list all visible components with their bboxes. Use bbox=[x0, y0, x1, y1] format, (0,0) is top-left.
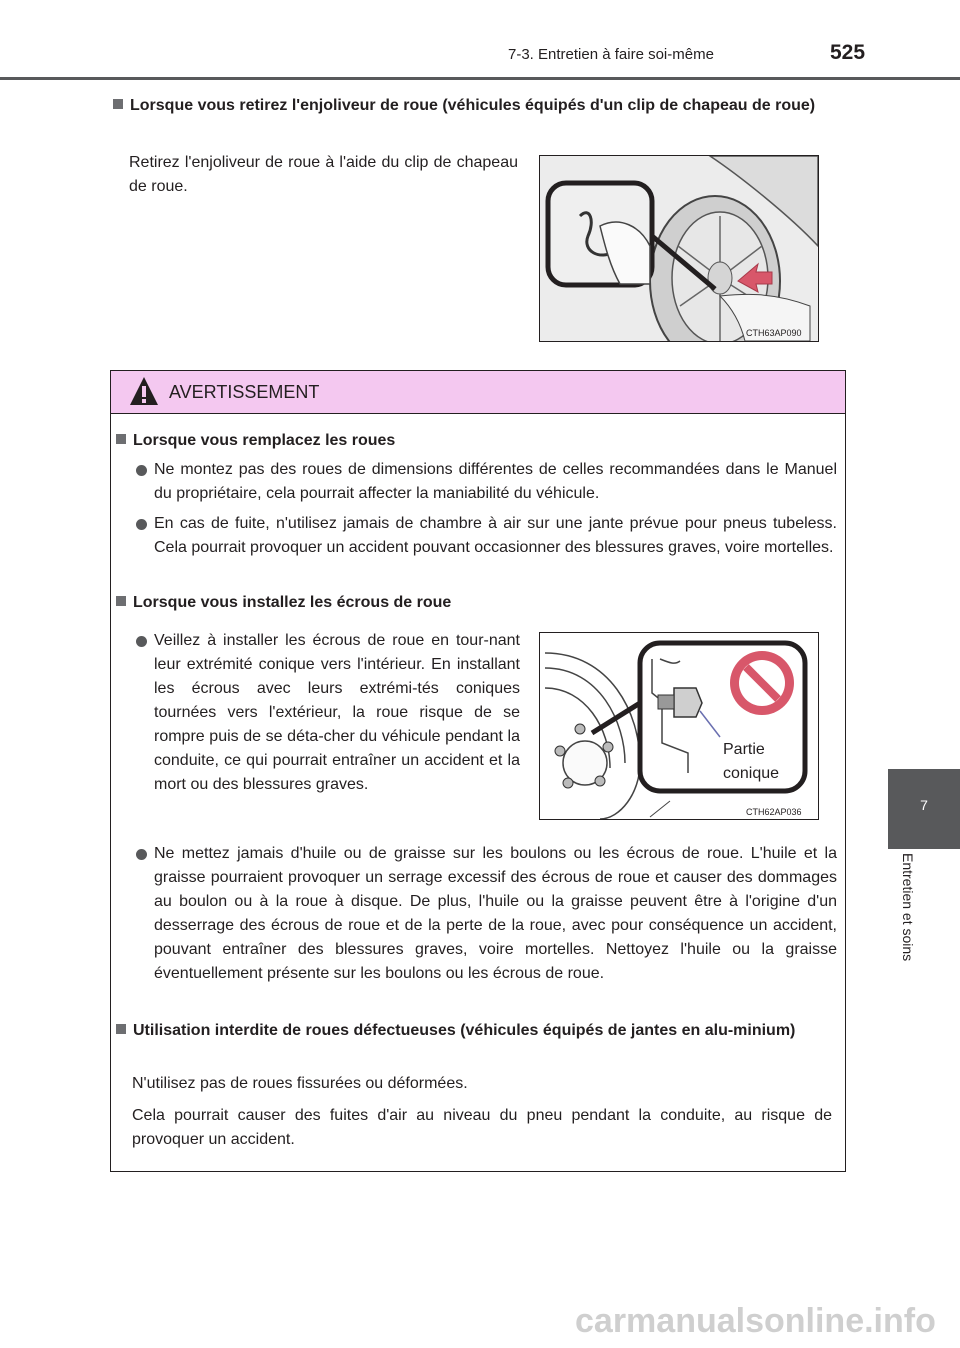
chapter-tab[interactable] bbox=[888, 769, 960, 849]
figure-code: CTH63AP090 bbox=[746, 328, 802, 338]
page-number: 525 bbox=[830, 41, 866, 64]
bullet-icon bbox=[136, 465, 147, 476]
list-item: En cas de fuite, n'utilisez jamais de chambre à air sur une jante prévue pour pneus tubeless. Cela pourrait provoquer un accident pouvant occasionner des blessures graves, voire mortelles. bbox=[154, 515, 837, 556]
bullet-icon bbox=[136, 849, 147, 860]
wheel-nut-figure bbox=[539, 632, 819, 820]
paragraph: Cela pourrait causer des fuites d'air au niveau du pneu pendant la conduite, au risque de provoquer un accident. bbox=[132, 1107, 832, 1148]
warning-title: AVERTISSEMENT bbox=[169, 382, 320, 402]
subsection-heading: Utilisation interdite de roues défectueuses (véhicules équipés de jantes en alu-minium) bbox=[116, 1019, 836, 1043]
section-heading: Lorsque vous retirez l'enjoliveur de roue (véhicules équipés d'un clip de chapeau de roue) bbox=[113, 94, 848, 118]
figure-label-partie: Partie bbox=[723, 741, 765, 758]
section-body: Retirez l'enjoliveur de roue à l'aide du clip de chapeau de roue. bbox=[129, 154, 518, 195]
subsection-heading: Lorsque vous remplacez les roues bbox=[116, 429, 395, 453]
chapter-label: Entretien et soins bbox=[900, 853, 916, 962]
square-bullet-icon bbox=[113, 99, 123, 109]
watermark: carmanualsonline.info bbox=[575, 1302, 936, 1340]
list-item: Veillez à installer les écrous de roue en tour-nant leur extrémité conique vers l'intérieur. En installant les écrous avec leurs extrémi-tés coniques tournées vers l'extérieur, la roue risque de se rompre puis de se déta-cher du véhicule pendant la conduite, ce qui pourrait entraîner un accident et la mort ou des blessures graves. bbox=[154, 632, 520, 793]
square-bullet-icon bbox=[116, 596, 126, 606]
figure-label-conique: conique bbox=[723, 765, 780, 782]
bullet-icon bbox=[136, 519, 147, 530]
square-bullet-icon bbox=[116, 434, 126, 444]
square-bullet-icon bbox=[116, 1024, 126, 1034]
wheel-nut-illustration bbox=[540, 633, 818, 819]
hubcap-removal-figure bbox=[539, 155, 819, 342]
list-item: Ne montez pas des roues de dimensions différentes de celles recommandées dans le Manuel du propriétaire, cela pourrait affecter la maniabilité du véhicule. bbox=[154, 461, 837, 502]
bullet-icon bbox=[136, 636, 147, 647]
hubcap-illustration bbox=[540, 156, 818, 341]
chapter-number: 7 bbox=[920, 797, 928, 813]
subsection-heading: Lorsque vous installez les écrous de roue bbox=[116, 591, 451, 615]
list-item: Ne mettez jamais d'huile ou de graisse sur les boulons ou les écrous de roue. L'huile et la graisse pourraient provoquer un serrage excessif des écrous de roue et causer des dommages au boulon ou à la roue à disque. De plus, l'huile ou la graisse peuvent être à l'origine d'un desserrage des écrous de roue et de la perte de la roue, avec pour conséquence un accident, pouvant entraîner des blessures graves, voire mortelles. Nettoyez l'huile ou la graisse éventuellement présente sur les boulons ou les écrous de roue. bbox=[154, 845, 837, 982]
header-section-title: 7-3. Entretien à faire soi-même bbox=[508, 46, 714, 63]
figure-code: CTH62AP036 bbox=[746, 807, 802, 817]
warning-triangle-icon bbox=[129, 375, 159, 407]
paragraph: N'utilisez pas de roues fissurées ou déformées. bbox=[132, 1075, 468, 1092]
header-rule bbox=[0, 77, 960, 80]
warning-header bbox=[111, 371, 845, 414]
